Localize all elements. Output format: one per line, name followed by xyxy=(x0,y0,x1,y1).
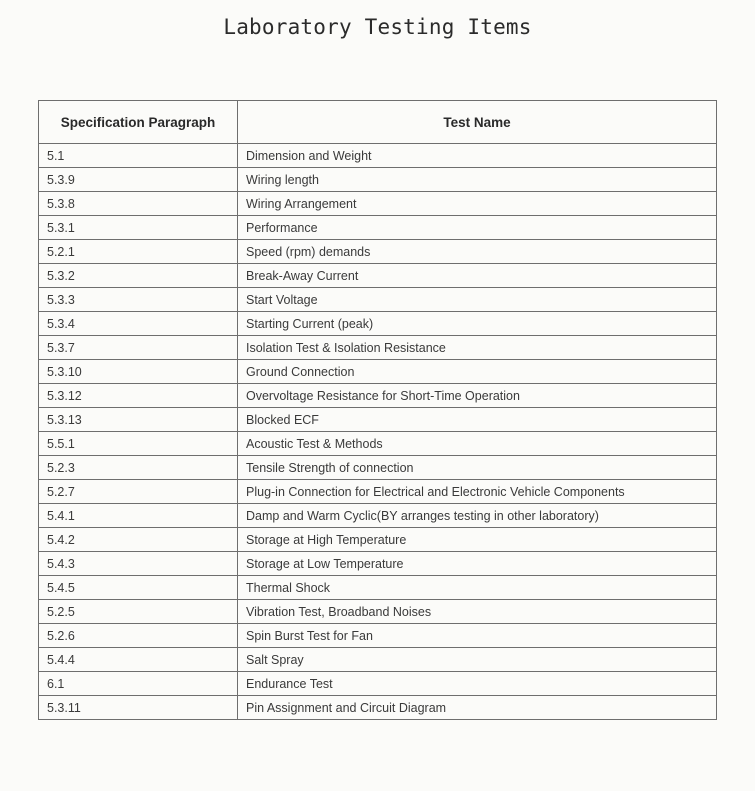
table-row xyxy=(39,456,717,480)
table-row xyxy=(39,240,717,264)
spec-paragraph-cell: 5.2.1 xyxy=(39,240,238,264)
spec-paragraph-cell: 5.4.3 xyxy=(39,552,238,576)
page-title: Laboratory Testing Items xyxy=(223,15,532,39)
table-row xyxy=(39,696,717,720)
test-name-cell: Wiring Arrangement xyxy=(238,192,717,216)
test-name-cell: Vibration Test, Broadband Noises xyxy=(238,600,717,624)
spec-paragraph-cell: 5.3.13 xyxy=(39,408,238,432)
table-row xyxy=(39,576,717,600)
spec-paragraph-cell: 5.4.4 xyxy=(39,648,238,672)
spec-paragraph-cell: 5.3.9 xyxy=(39,168,238,192)
spec-paragraph-cell: 5.4.2 xyxy=(39,528,238,552)
table-row xyxy=(39,408,717,432)
spec-paragraph-cell: 5.4.5 xyxy=(39,576,238,600)
test-name-cell: Wiring length xyxy=(238,168,717,192)
test-name-cell: Pin Assignment and Circuit Diagram xyxy=(238,696,717,720)
spec-paragraph-cell: 5.3.10 xyxy=(39,360,238,384)
table-row xyxy=(39,264,717,288)
table-row xyxy=(39,528,717,552)
table-row xyxy=(39,144,717,168)
test-name-cell: Isolation Test & Isolation Resistance xyxy=(238,336,717,360)
spec-paragraph-cell: 5.4.1 xyxy=(39,504,238,528)
spec-paragraph-cell: 5.3.8 xyxy=(39,192,238,216)
table-row xyxy=(39,336,717,360)
table-row xyxy=(39,384,717,408)
spec-paragraph-cell: 6.1 xyxy=(39,672,238,696)
table-row xyxy=(39,600,717,624)
test-name-cell: Performance xyxy=(238,216,717,240)
test-name-cell: Break-Away Current xyxy=(238,264,717,288)
table-header-row xyxy=(39,101,717,144)
table-row xyxy=(39,480,717,504)
spec-paragraph-cell: 5.2.7 xyxy=(39,480,238,504)
table-row xyxy=(39,504,717,528)
spec-paragraph-cell: 5.3.7 xyxy=(39,336,238,360)
test-name-cell: Endurance Test xyxy=(238,672,717,696)
spec-paragraph-cell: 5.3.3 xyxy=(39,288,238,312)
spec-paragraph-cell: 5.3.4 xyxy=(39,312,238,336)
spec-paragraph-cell: 5.3.2 xyxy=(39,264,238,288)
test-name-cell: Dimension and Weight xyxy=(238,144,717,168)
spec-paragraph-cell: 5.3.1 xyxy=(39,216,238,240)
test-name-cell: Thermal Shock xyxy=(238,576,717,600)
table-row xyxy=(39,216,717,240)
test-name-cell: Ground Connection xyxy=(238,360,717,384)
table-row xyxy=(39,288,717,312)
table-row xyxy=(39,192,717,216)
test-name-cell: Salt Spray xyxy=(238,648,717,672)
test-name-cell: Spin Burst Test for Fan xyxy=(238,624,717,648)
table-row xyxy=(39,648,717,672)
spec-paragraph-cell: 5.2.3 xyxy=(39,456,238,480)
table-row xyxy=(39,312,717,336)
table-row xyxy=(39,360,717,384)
test-name-cell: Start Voltage xyxy=(238,288,717,312)
table-row xyxy=(39,672,717,696)
test-name-cell: Overvoltage Resistance for Short-Time Operation xyxy=(238,384,717,408)
test-name-cell: Storage at High Temperature xyxy=(238,528,717,552)
test-name-cell: Plug-in Connection for Electrical and Electronic Vehicle Components xyxy=(238,480,717,504)
testing-items-table xyxy=(38,100,717,720)
test-name-cell: Starting Current (peak) xyxy=(238,312,717,336)
test-name-cell: Speed (rpm) demands xyxy=(238,240,717,264)
spec-paragraph-cell: 5.2.5 xyxy=(39,600,238,624)
spec-paragraph-cell: 5.3.11 xyxy=(39,696,238,720)
test-name-cell: Acoustic Test & Methods xyxy=(238,432,717,456)
table-row xyxy=(39,552,717,576)
table-row xyxy=(39,432,717,456)
table-row xyxy=(39,624,717,648)
spec-paragraph-cell: 5.1 xyxy=(39,144,238,168)
test-name-cell: Storage at Low Temperature xyxy=(238,552,717,576)
test-name-cell: Tensile Strength of connection xyxy=(238,456,717,480)
spec-paragraph-cell: 5.2.6 xyxy=(39,624,238,648)
column-header-test-name: Test Name xyxy=(238,101,717,144)
column-header-spec-paragraph: Specification Paragraph xyxy=(39,101,238,144)
test-name-cell: Blocked ECF xyxy=(238,408,717,432)
spec-paragraph-cell: 5.5.1 xyxy=(39,432,238,456)
table-row xyxy=(39,168,717,192)
spec-paragraph-cell: 5.3.12 xyxy=(39,384,238,408)
test-name-cell: Damp and Warm Cyclic(BY arranges testing in other laboratory) xyxy=(238,504,717,528)
